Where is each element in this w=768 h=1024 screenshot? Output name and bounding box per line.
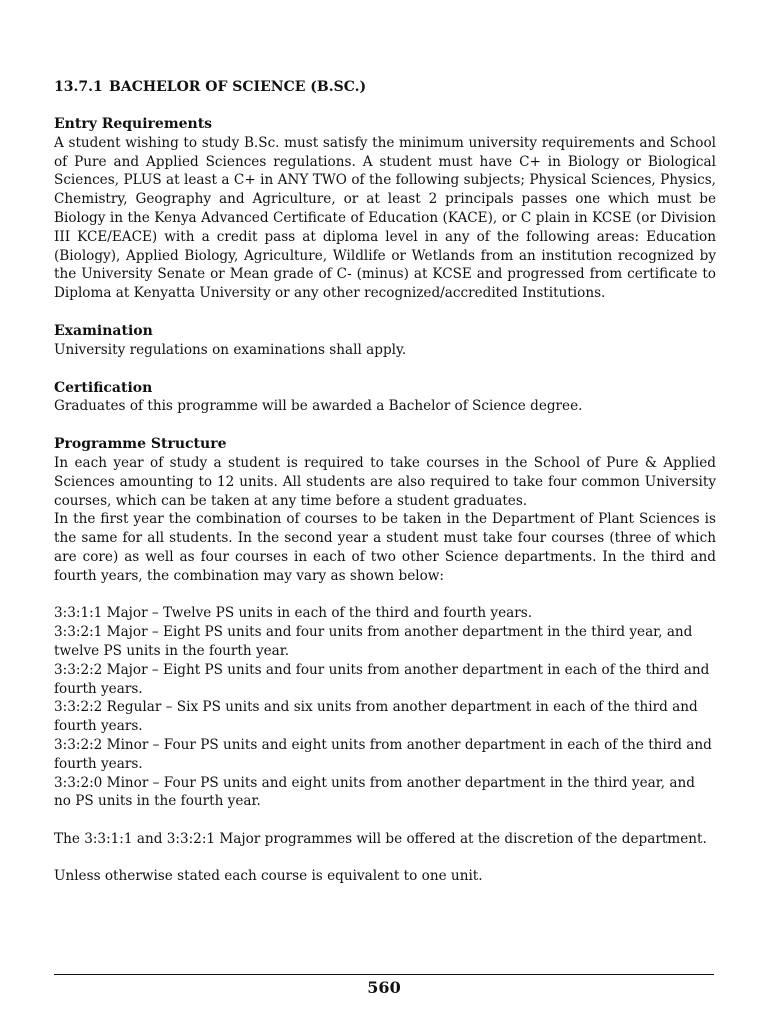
programme-options-list xyxy=(54,604,716,811)
programme-option: 3:3:2:2 Regular – Six PS units and six units from another department in each of the third and fourth years. xyxy=(54,699,698,735)
structure-paragraph: In each year of study a student is required to take courses in the School of Pure & Applied Sciences amounting to 12 units. All students are also required to take four common University courses, which can be taken at any time before a student graduates. xyxy=(54,454,716,509)
certification-title: Certification xyxy=(54,379,153,396)
section-number: 13.7.1 xyxy=(54,79,103,95)
programme-structure-section xyxy=(54,435,716,886)
section-title: BACHELOR OF SCIENCE (B.SC.) xyxy=(109,79,367,95)
examination-section xyxy=(54,322,716,360)
entry-requirements-section xyxy=(54,115,716,303)
structure-paragraph: In the first year the combination of courses to be taken in the Department of Plant Sciences is the same for all students. In the second year a student must take four courses (three of which are core) as well as four courses in each of two other Science departments. In the third and fourth years, the combination may vary as shown below: xyxy=(54,511,716,584)
examination-title: Examination xyxy=(54,322,153,339)
programme-structure-title: Programme Structure xyxy=(54,436,227,453)
certification-section xyxy=(54,379,716,417)
examination-text: University regulations on examinations shall apply. xyxy=(54,341,407,358)
footer-divider xyxy=(54,974,714,975)
entry-requirements-title: Entry Requirements xyxy=(54,116,213,132)
section-heading xyxy=(54,78,716,97)
page-number: 560 xyxy=(367,978,401,997)
discretion-note: The 3:3:1:1 and 3:3:2:1 Major programmes will be offered at the discretion of the department. xyxy=(54,830,707,847)
programme-option: 3:3:2:1 Major – Eight PS units and four units from another department in the third year, and twelve PS units in the fourth year. xyxy=(54,624,693,659)
unit-note: Unless otherwise stated each course is equivalent to one unit. xyxy=(54,868,483,885)
document-page xyxy=(54,78,716,905)
programme-option: 3:3:2:2 Minor – Four PS units and eight units from another department in each of the third and fourth years. xyxy=(54,736,712,772)
entry-requirements-text: A student wishing to study B.Sc. must satisfy the minimum university requirements and School of Pure and Applied Sciences regulations. A student must have C+ in Biology or Biological Sciences, PLUS at least a C+ in ANY TWO of the following subjects; Physical Sciences, Physics, Chemistry, Geography and Agriculture, or at least 2 principals passes one which must be Biology in the Kenya Advanced Certificate of Education (KACE), or C plain in KCSE (or Division III KCE/EACE) with a credit pass at diploma level in any of the following areas: Education (Biology), Applied Biology, Agriculture, Wildlife or Wetlands from an institution recognized by the University Senate or Mean grade of C- (minus) at KCSE and progressed from certificate to Diploma at Kenyatta University or any other recognized/accredited Institutions. xyxy=(54,134,716,302)
programme-option: 3:3:2:0 Minor – Four PS units and eight units from another department in the third year, and no PS units in the fourth year. xyxy=(54,774,695,810)
certification-text: Graduates of this programme will be awarded a Bachelor of Science degree. xyxy=(54,398,583,415)
programme-option: 3:3:2:2 Major – Eight PS units and four units from another department in each of the third and fourth years. xyxy=(54,661,710,697)
programme-option: 3:3:1:1 Major – Twelve PS units in each of the third and fourth years. xyxy=(54,605,533,622)
